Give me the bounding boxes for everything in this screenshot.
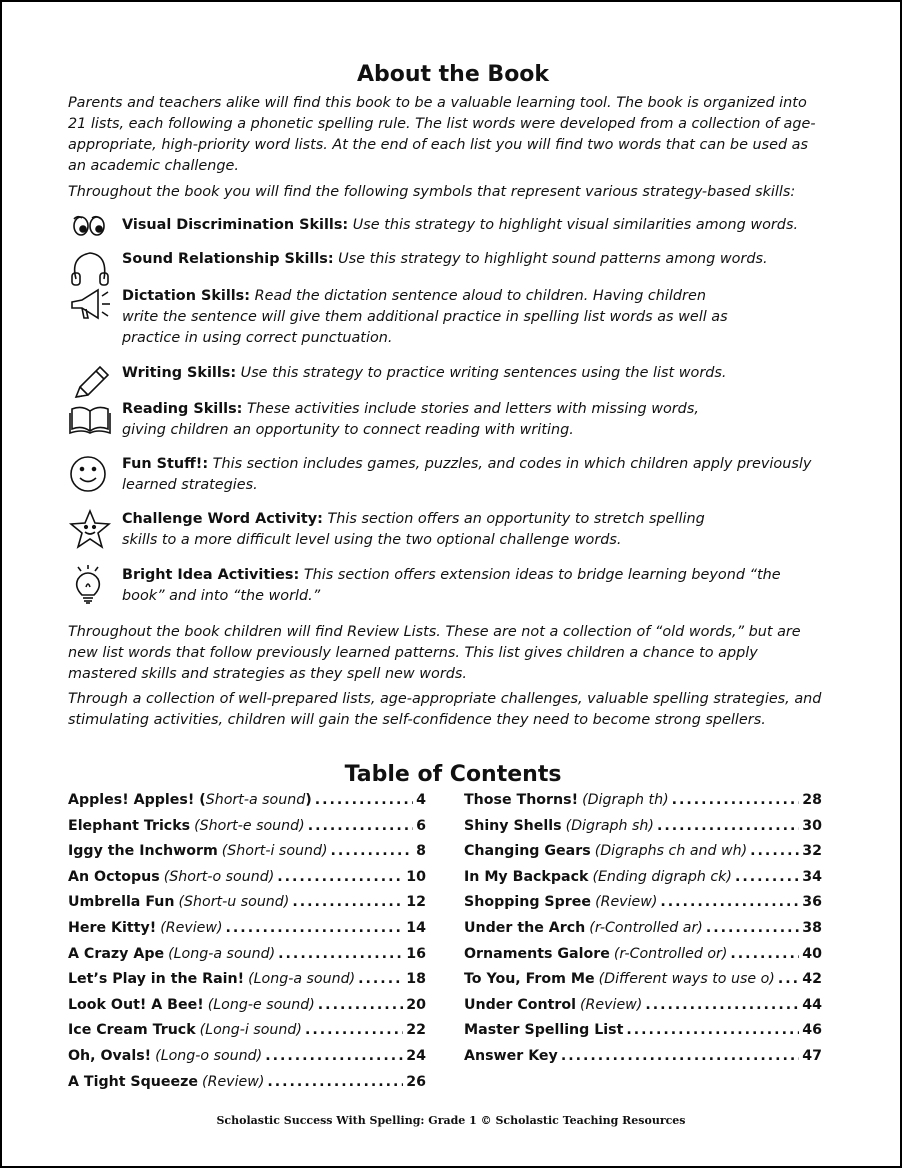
toc-leader-dots [735,869,799,885]
toc-leader-dots [706,920,799,936]
toc-leader-dots [331,843,414,859]
toc-entry-subtitle: (Long-o sound) [155,1047,263,1064]
toc-leader-dots [778,971,799,987]
toc-entry [464,869,822,895]
toc-entry-title-end: ) [305,792,312,808]
toc-leader-dots [358,971,403,987]
skill-bright-idea [68,565,828,613]
copyright-footer: Scholastic Success With Spelling: Grade 1 © Scholastic Teaching Resources [216,1114,686,1127]
toc-entry-page: 46 [802,1022,822,1039]
review-paragraph: Throughout the book children will find Review Lists. These are not a collection of “old words,” but are new list words that follow previously learned patterns. This list gives children a chance to apply mastered skills and strategies as they spell new words. [68,624,801,682]
toc-leader-dots [750,843,799,859]
toc-entry-page: 26 [406,1073,426,1090]
closing-paragraph: Through a collection of well-prepared lists, age-appropriate challenges, valuable spelling strategies, and stimulating activities, children will gain the self-confidence they need to become strong spellers. [68,691,822,728]
toc-entry-title: Oh, Ovals! [68,1047,152,1064]
skill-challenge-word [68,509,828,557]
star-icon [68,509,112,549]
toc-entry-title: A Crazy Ape [68,945,165,962]
toc-entry-page: 44 [802,996,822,1013]
skill-name: Writing Skills: [122,365,237,381]
skill-fun-stuff [68,454,828,502]
toc-entry-subtitle: (r-Controlled ar) [589,919,703,936]
toc-entry-title: Answer Key [464,1047,558,1064]
toc-leader-dots [730,946,799,962]
toc-entry-page: 47 [802,1047,822,1064]
toc-entry-subtitle: (Digraph sh) [565,817,654,834]
toc-leader-dots [292,894,403,910]
toc-leader-dots [305,1022,403,1038]
toc-entry [68,1022,426,1048]
skill-desc: These activities include stories and letters with missing words, giving children an opportunity to connect reading with writing. [122,401,699,438]
toc-entry [68,894,426,920]
toc-entry-subtitle: (Review) [579,996,643,1013]
toc-entry [68,971,426,997]
smiley-icon [68,454,112,494]
toc-entry-title: Under Control [464,996,576,1013]
lightbulb-icon [68,565,112,605]
toc-entry [68,818,426,844]
skill-desc: This section includes games, puzzles, and codes in which children apply previously learned strategies. [122,456,812,493]
pencil-icon [68,363,112,403]
toc-right-column [464,792,822,1074]
toc-entry [464,946,822,972]
skill-name: Visual Discrimination Skills: [122,217,349,233]
skill-name: Bright Idea Activities: [122,567,300,583]
toc-entry-title: In My Backpack [464,868,589,885]
toc-entry-subtitle: (Different ways to use o) [598,971,775,988]
toc-entry [464,818,822,844]
toc-entry-title: Shopping Spree [464,894,592,911]
book-icon [68,399,112,439]
toc-entry-page: 40 [802,945,822,962]
toc-entry-subtitle: (Long-a sound) [168,945,276,962]
toc-entry-page: 42 [802,971,822,988]
toc-entry-page: 6 [416,817,426,834]
toc-entry-title: Umbrella Fun [68,894,175,911]
toc-entry-page: 32 [802,843,822,860]
toc-entry [464,792,822,818]
skill-desc: This section offers an opportunity to stretch spelling skills to a more difficult level using the two optional challenge words. [122,511,705,548]
toc-entry-page: 22 [406,1022,426,1039]
toc-entry [464,997,822,1023]
toc-entry-title: Shiny Shells [464,817,562,834]
toc-entry-subtitle: (Review) [202,1073,265,1090]
about-title: About the Book [356,62,550,87]
toc-entry-page: 34 [802,868,822,885]
toc-entry-subtitle: (Long-i sound) [199,1022,302,1039]
toc-entry-subtitle: (Digraphs ch and wh) [594,843,748,860]
toc-leader-dots [267,1074,403,1090]
toc-entry-subtitle: (Review) [595,894,658,911]
toc-entry-subtitle: (Digraph th) [582,792,669,808]
toc-entry-subtitle: (Short-u sound) [178,894,290,911]
skill-name: Fun Stuff!: [122,456,209,472]
toc-leader-dots [561,1048,799,1064]
headphones-icon [68,249,112,289]
toc-entry-title: Ice Cream Truck [68,1022,196,1039]
toc-entry-title: Elephant Tricks [68,817,191,834]
skill-desc: This section offers extension ideas to bridge learning beyond “the book” and into “the world.” [122,567,781,604]
toc-entry-page: 4 [416,792,426,808]
toc-entry-title: Iggy the Inchworm [68,843,218,860]
toc-entry [68,843,426,869]
skill-desc: Use this strategy to practice writing sentences using the list words. [240,365,727,381]
toc-leader-dots [657,818,799,834]
skill-name: Reading Skills: [122,401,243,417]
symbols-intro: Throughout the book you will find the following symbols that represent various strategy-based skills: [68,184,796,200]
toc-entry [464,1022,822,1048]
toc-entry-subtitle: (r-Controlled or) [613,945,728,962]
toc-entry [68,1048,426,1074]
intro-paragraph: Parents and teachers alike will find this book to be a valuable learning tool. The book is organized into 21 lists, each following a phonetic spelling rule. The list words were developed from a collection of age-appropriate, high-priority word lists. At the end of each list you will find two words that can be used as an academic challenge. [68,95,816,174]
toc-entry-page: 10 [406,868,426,885]
toc-entry-page: 38 [802,919,822,936]
toc-leader-dots [660,894,799,910]
toc-entry-subtitle: (Long-e sound) [207,996,315,1013]
toc-left-column [68,792,426,1099]
toc-entry-subtitle: (Ending digraph ck) [592,868,732,885]
toc-entry-page: 18 [406,971,426,988]
toc-entry-page: 12 [406,894,426,911]
toc-leader-dots [277,869,403,885]
toc-entry [464,971,822,997]
toc-leader-dots [672,792,800,808]
toc-entry-subtitle: (Short-i sound) [221,843,328,860]
toc-entry [464,894,822,920]
toc-entry-title: Here Kitty! [68,919,157,936]
toc-entry-title: Let’s Play in the Rain! [68,971,245,988]
toc-leader-dots [308,818,413,834]
toc-entry-subtitle: (Long-a sound) [248,971,356,988]
toc-entry-title: Changing Gears [464,843,591,860]
toc-entry-page: 28 [802,792,822,808]
toc-entry-title: Those Thorns! [464,792,579,808]
toc-entry [68,869,426,895]
toc-entry-title: Master Spelling List [464,1022,624,1039]
skill-reading [68,399,828,447]
toc-leader-dots [318,997,403,1013]
toc-title: Table of Contents [344,762,562,787]
toc-entry-page: 16 [406,945,426,962]
toc-leader-dots [226,920,404,936]
toc-entry [68,920,426,946]
toc-leader-dots [265,1048,403,1064]
toc-leader-dots [626,1022,799,1038]
toc-entry-page: 30 [802,817,822,834]
toc-leader-dots [645,997,799,1013]
toc-entry-title: Look Out! A Bee! [68,996,204,1013]
toc-entry-page: 36 [802,894,822,911]
skill-name: Dictation Skills: [122,288,251,304]
toc-entry-title: An Octopus [68,868,160,885]
toc-entry [68,997,426,1023]
toc-entry [68,946,426,972]
skill-name: Challenge Word Activity: [122,511,323,527]
toc-entry-title: Under the Arch [464,919,586,936]
toc-entry [68,792,426,818]
toc-entry [464,1048,822,1074]
toc-entry-page: 8 [416,843,426,860]
toc-entry [464,843,822,869]
toc-leader-dots [278,946,403,962]
toc-entry-title: To You, From Me [464,971,595,988]
skill-desc: Use this strategy to highlight sound patterns among words. [338,251,768,267]
megaphone-icon [68,286,112,326]
toc-entry-page: 24 [406,1047,426,1064]
toc-entry-page: 14 [406,919,426,936]
toc-entry-title: Apples! Apples! ( [68,792,206,808]
toc-leader-dots [315,792,413,808]
toc-entry-subtitle: Short-a sound [205,792,306,808]
toc-entry-subtitle: (Short-o sound) [163,868,275,885]
toc-entry-title: Ornaments Galore [464,945,610,962]
skill-desc: Use this strategy to highlight visual similarities among words. [352,217,799,233]
toc-entry-title: A Tight Squeeze [68,1073,199,1090]
toc-entry-page: 20 [406,996,426,1013]
skill-name: Sound Relationship Skills: [122,251,334,267]
toc-entry [464,920,822,946]
skill-desc: Read the dictation sentence aloud to children. Having children write the sentence will give them additional practice in spelling list words as well as practice in using correct punctuation. [122,288,728,346]
skill-dictation [68,286,828,352]
toc-entry-subtitle: (Short-e sound) [194,817,305,834]
toc-entry-subtitle: (Review) [160,919,223,936]
toc-entry [68,1074,426,1100]
